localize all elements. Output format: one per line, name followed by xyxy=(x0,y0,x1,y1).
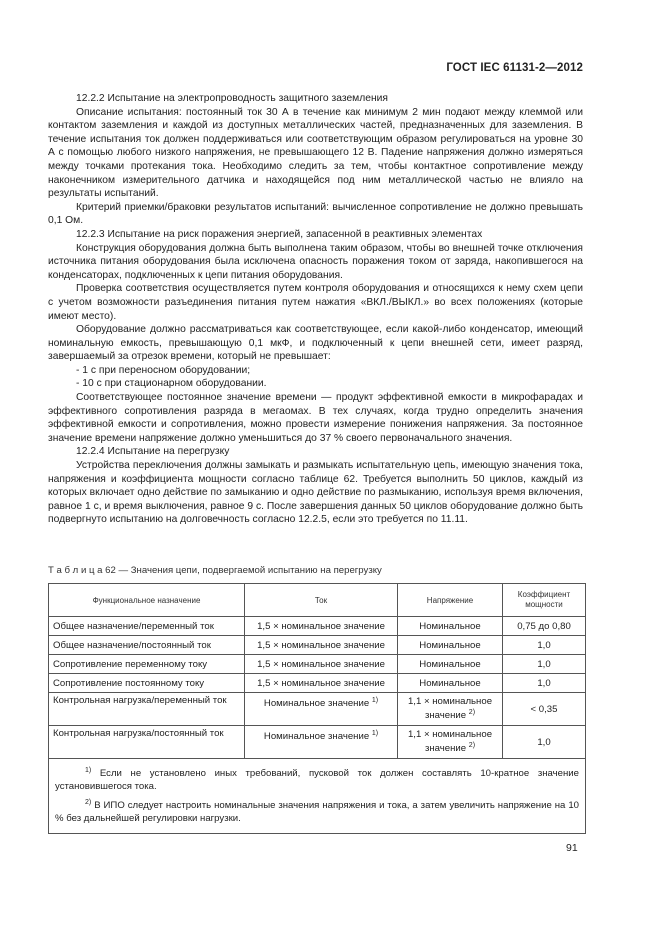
table-cell: Номинальное xyxy=(398,674,503,693)
table-cell: Общее назначение/постоянный ток xyxy=(49,636,245,655)
table-row xyxy=(49,636,586,655)
table-cell: Сопротивление переменному току xyxy=(49,655,245,674)
table-cell: 1,5 × номинальное значение xyxy=(245,636,398,655)
table-cell: 1,0 xyxy=(503,655,586,674)
table-cell: < 0,35 xyxy=(503,693,586,726)
table-cell: 1,5 × номинальное значение xyxy=(245,674,398,693)
table-cell: 1,5 × номинальное значение xyxy=(245,617,398,636)
table-cell xyxy=(398,726,503,759)
table-cell xyxy=(245,726,398,759)
table-cell: 1,5 × номинальное значение xyxy=(245,655,398,674)
footnote-mark-2: 2) xyxy=(85,799,92,806)
table-footnote-2 xyxy=(55,797,579,825)
table-cell: Сопротивление постоянному току xyxy=(49,674,245,693)
document-body xyxy=(48,92,583,527)
table-row xyxy=(49,655,586,674)
table-row xyxy=(49,617,586,636)
paragraph: Проверка соответствия осуществляется путем контроля оборудования и относящихся к нему схем цепи с учетом возможности разъединения питания путем нажатия «ВКЛ./ВЫКЛ.» во всех положениях (которые имеют место). xyxy=(48,283,583,322)
table-cell: 1,0 xyxy=(503,726,586,759)
list-item: - 10 с при стационарном оборудовании. xyxy=(76,378,267,390)
cell-text: Номинальное значение xyxy=(263,698,370,710)
table-row xyxy=(49,674,586,693)
section-heading-12-2-2: 12.2.2 Испытание на электропроводность защитного заземления xyxy=(76,93,388,104)
table-cell: Контрольная нагрузка/переменный ток xyxy=(49,693,245,726)
table-caption: Т а б л и ц а 62 — Значения цепи, подвергаемой испытанию на перегрузку xyxy=(48,565,382,576)
paragraph: Оборудование должно рассматриваться как соответствующее, если какой-либо конденсатор, имеющий номинальную емкость, превышающую 0,1 мкФ, и подключенный к цепи внешней сети, имеет разряд, завершаемый за отрезок времени, который не превышает: xyxy=(48,324,583,363)
list-item: - 1 с при переносном оборудовании; xyxy=(76,364,251,376)
table-cell: 1,0 xyxy=(503,674,586,693)
footnote-ref-1: 1) xyxy=(371,730,379,737)
standard-header: ГОСТ IEC 61131-2—2012 xyxy=(446,62,583,74)
footnote-ref-2: 2) xyxy=(468,742,476,750)
table-cell: 1,0 xyxy=(503,636,586,655)
page-number: 91 xyxy=(566,842,578,854)
table-cell: Контрольная нагрузка/постоянный ток xyxy=(49,726,245,759)
section-heading-12-2-4: 12.2.4 Испытание на перегрузку xyxy=(76,446,230,458)
paragraph: Конструкция оборудования должна быть выполнена таким образом, чтобы во внешней точке отключения источника питания оборудования была исключена опасность поражения током от заряда, накопившегося на конденсаторах, подключенных к цепи питания оборудования. xyxy=(48,242,583,281)
footnote-mark-1: 1) xyxy=(85,767,92,774)
footnote-ref-1: 1) xyxy=(371,697,379,704)
table-cell xyxy=(398,693,503,726)
table-cell: Номинальное xyxy=(398,636,503,655)
footnote-ref-2: 2) xyxy=(468,709,476,717)
column-header: Ток xyxy=(245,584,398,617)
table-cell: Номинальное xyxy=(398,655,503,674)
column-header: Напряжение xyxy=(398,584,503,617)
table-footnote-1 xyxy=(55,765,579,793)
overload-test-table xyxy=(48,583,586,834)
table-cell: Общее назначение/переменный ток xyxy=(49,617,245,636)
table-row xyxy=(49,726,586,759)
table-row xyxy=(49,693,586,726)
footnote-text: Если не установлено иных требований, пусковой ток должен составлять 10-кратное значение установившегося тока. xyxy=(55,768,579,792)
section-heading-12-2-3: 12.2.3 Испытание на риск поражения энергией, запасенной в реактивных элементах xyxy=(76,228,483,240)
paragraph: Соответствующее постоянное значение времени — продукт эффективной емкости в микрофарадах и эффективного сопротивления разряда в мегаомах. В тех случаях, когда трудно определить значения эффективной емкости и сопротивления, можно провести измерение понижения напряжения. За постоянное значение времени напряжение должно уменьшиться до 37 % своего первоначального значения. xyxy=(48,392,583,444)
table-cell: 0,75 до 0,80 xyxy=(503,617,586,636)
cell-text: 1,1 × номинальное значение xyxy=(407,696,493,722)
cell-text: 1,1 × номинальное значение xyxy=(407,729,493,755)
footnote-text: В ИПО следует настроить номинальные значения напряжения и тока, а затем увеличить напряжение на 10 % без дальнейшей регулировки нагрузки. xyxy=(55,800,579,824)
column-header: Функциональное назначение xyxy=(49,584,245,617)
table-notes-row xyxy=(49,759,586,834)
table-header-row xyxy=(49,584,586,617)
table-cell xyxy=(245,693,398,726)
paragraph: Устройства переключения должны замыкать и размыкать испытательную цепь, имеющую значения тока, напряжения и коэффициента мощности согласно таблице 62. Требуется выполнить 50 циклов, каждый из которых включает одно действие по замыканию и одно действие по размыканию, используя время включения, равное 1 с, и время выключения, равное 9 с. После завершения данных 50 циклов оборудование должно быть подвергнуто испытанию на долговечность согласно 12.2.5, если это требуется по 11.11. xyxy=(48,460,583,526)
table-cell: Номинальное xyxy=(398,617,503,636)
paragraph: Описание испытания: постоянный ток 30 А в течение как минимум 2 мин подают между клеммой или контактом заземления и каждой из доступных металлических частей, предназначенных для заземления. В течение испытания ток должен поддерживаться или соответствующим образом регулироваться на уровне 30 А с помощью любого низкого напряжения, не превышающего 12 В. Падение напряжения должно измеряться между точками протекания тока. Необходимо следить за тем, чтобы контактное сопротивление между наконечником измерительного датчика и находящейся под ним металлической частью не влияло на результаты испытаний. xyxy=(48,106,583,200)
cell-text: Номинальное значение xyxy=(263,731,370,743)
table-notes xyxy=(49,759,586,834)
column-header: Коэффициент мощности xyxy=(503,584,586,617)
paragraph: Критерий приемки/браковки результатов испытаний: вычисленное сопротивление не должно превышать 0,1 Ом. xyxy=(48,201,583,227)
